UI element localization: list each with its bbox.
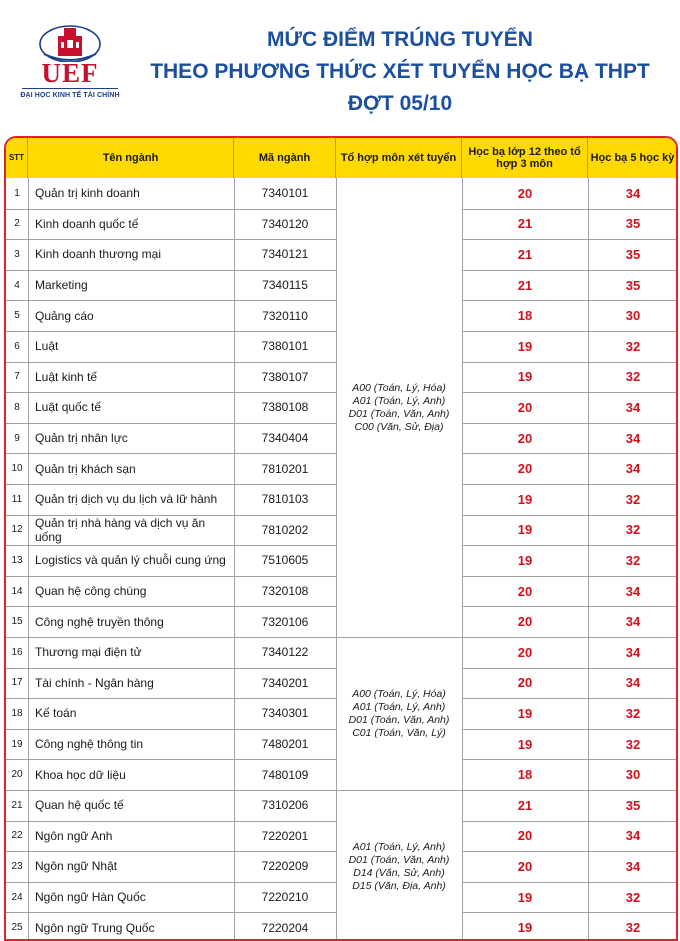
row-9-name: Quản trị nhân lực [35, 431, 128, 446]
header-name: Tên ngành [28, 138, 234, 178]
combo-line: A01 (Toán, Lý, Anh) [352, 840, 446, 853]
row-4-grade12: 21 [517, 277, 533, 293]
row-20-code: 7480109 [261, 767, 309, 782]
row-10-grade12: 20 [517, 461, 533, 477]
row-3-sem5: 35 [625, 246, 641, 262]
row-7-name: Luật kinh tế [35, 369, 98, 384]
row-14-code: 7320108 [261, 584, 309, 599]
row-23-name: Ngôn ngữ Nhật [35, 859, 118, 874]
row-18-stt: 18 [11, 707, 23, 719]
row-24-grade12: 19 [517, 889, 533, 905]
header-grade12: Học bạ lớp 12 theo tổ hợp 3 môn [462, 138, 588, 178]
row-17-grade12: 20 [517, 675, 533, 691]
row-14-sem5: 34 [625, 583, 641, 599]
row-15-name: Công nghệ truyền thông [35, 614, 164, 629]
row-19-stt: 19 [11, 738, 23, 750]
admission-score-table [4, 136, 678, 941]
row-5-grade12: 18 [517, 308, 533, 324]
row-17-stt: 17 [11, 677, 23, 689]
row-15-stt: 15 [11, 616, 23, 628]
row-7-sem5: 32 [625, 369, 641, 385]
title-line-3: ĐỢT 05/10 [347, 92, 453, 115]
row-19-sem5: 32 [625, 736, 641, 752]
row-6-stt: 6 [14, 340, 20, 352]
header-stt: STT [6, 138, 28, 178]
row-25-sem5: 32 [625, 920, 641, 936]
row-13-code: 7510605 [261, 553, 309, 568]
row-2-grade12: 21 [517, 216, 533, 232]
row-22-grade12: 20 [517, 828, 533, 844]
row-21-stt: 21 [11, 799, 23, 811]
row-2-sem5: 35 [625, 216, 641, 232]
row-1-sem5: 34 [625, 185, 641, 201]
row-12-code: 7810202 [261, 522, 309, 537]
row-7-code: 7380107 [261, 369, 309, 384]
row-19-name: Công nghệ thông tin [35, 737, 144, 752]
combo-line: C01 (Toán, Văn, Lý) [352, 726, 446, 739]
row-17-code: 7340201 [261, 675, 309, 690]
row-20-name: Khoa học dữ liệu [35, 767, 126, 782]
row-1-code: 7340101 [261, 186, 309, 201]
row-3-name: Kinh doanh thương mại [35, 247, 161, 262]
combo-line: D01 (Toán, Văn, Anh) [348, 853, 450, 866]
row-6-grade12: 19 [517, 338, 533, 354]
row-9-grade12: 20 [517, 430, 533, 446]
row-11-name: Quản trị dịch vụ du lịch và lữ hành [35, 492, 218, 507]
row-21-grade12: 21 [517, 797, 533, 813]
combo-line: A00 (Toán, Lý, Hóa) [352, 381, 446, 394]
row-1-stt: 1 [14, 187, 20, 199]
row-25-name: Ngôn ngữ Trung Quốc [35, 920, 155, 935]
row-18-code: 7340301 [261, 706, 309, 721]
row-10-code: 7810201 [261, 461, 309, 476]
title-line-1: MỨC ĐIỂM TRÚNG TUYỂN [267, 28, 533, 51]
row-6-sem5: 32 [625, 338, 641, 354]
row-4-name: Marketing [35, 278, 88, 293]
row-10-stt: 10 [11, 463, 23, 475]
row-24-name: Ngôn ngữ Hàn Quốc [35, 890, 146, 905]
row-9-stt: 9 [14, 432, 20, 444]
row-8-name: Luật quốc tế [35, 400, 102, 415]
row-8-stt: 8 [14, 401, 20, 413]
row-10-name: Quản trị khách sạn [35, 461, 136, 476]
row-2-name: Kinh doanh quốc tế [35, 216, 139, 231]
logo-wordmark: UEF [41, 58, 99, 88]
row-4-code: 7340115 [262, 278, 308, 293]
row-19-grade12: 19 [517, 736, 533, 752]
row-23-code: 7220209 [261, 859, 309, 874]
row-25-grade12: 19 [517, 920, 533, 936]
combo-group-2 [336, 637, 462, 790]
row-23-stt: 23 [11, 860, 23, 872]
header-sem5: Học bạ 5 học kỳ [588, 138, 678, 178]
combo-line: D14 (Văn, Sử, Anh) [353, 866, 445, 879]
row-23-sem5: 34 [625, 858, 641, 874]
building-emblem-icon [14, 22, 126, 62]
row-5-stt: 5 [14, 310, 20, 322]
row-21-name: Quan hệ quốc tế [35, 798, 124, 813]
row-17-sem5: 34 [625, 675, 641, 691]
row-12-stt: 12 [11, 524, 23, 536]
row-20-stt: 20 [11, 769, 23, 781]
title-line-2: THEO PHƯƠNG THỨC XÉT TUYỂN HỌC BẠ THPT [150, 60, 650, 83]
row-8-grade12: 20 [517, 399, 533, 415]
row-2-stt: 2 [14, 218, 20, 230]
row-4-stt: 4 [14, 279, 20, 291]
row-25-stt: 25 [11, 922, 23, 934]
row-7-grade12: 19 [517, 369, 533, 385]
row-16-code: 7340122 [261, 645, 309, 660]
row-9-code: 7340404 [261, 431, 309, 446]
row-12-name: Quản trị nhà hàng và dịch vụ ăn uống [35, 515, 206, 544]
row-22-name: Ngôn ngữ Anh [35, 828, 113, 843]
combo-line: A01 (Toán, Lý, Anh) [352, 700, 446, 713]
column-divider [234, 178, 235, 941]
logo-subtitle: ĐẠI HỌC KINH TẾ TÀI CHÍNH [20, 92, 120, 99]
combo-group-1 [336, 178, 462, 637]
row-19-code: 7480201 [261, 737, 309, 752]
combo-line: D15 (Văn, Địa, Anh) [352, 879, 446, 892]
row-20-sem5: 30 [625, 767, 641, 783]
row-6-name: Luật [35, 339, 59, 354]
row-24-sem5: 32 [625, 889, 641, 905]
row-8-code: 7380108 [261, 400, 309, 415]
row-21-sem5: 35 [625, 797, 641, 813]
combo-group-3 [336, 790, 462, 941]
row-1-grade12: 20 [517, 185, 533, 201]
row-6-code: 7380101 [261, 339, 309, 354]
row-1-name: Quản trị kinh doanh [35, 186, 140, 201]
row-14-name: Quan hệ công chúng [35, 584, 147, 599]
row-22-sem5: 34 [625, 828, 641, 844]
row-13-name: Logistics và quản lý chuỗi cung ứng [35, 553, 226, 568]
row-3-stt: 3 [14, 248, 20, 260]
combo-line: A01 (Toán, Lý, Anh) [352, 394, 446, 407]
column-divider [28, 178, 29, 941]
row-15-sem5: 34 [625, 614, 641, 630]
row-15-code: 7320106 [261, 614, 309, 629]
combo-line: C00 (Văn, Sử, Địa) [354, 420, 444, 433]
logo-divider [22, 88, 118, 89]
row-3-grade12: 21 [517, 246, 533, 262]
row-24-code: 7220210 [261, 890, 309, 905]
row-5-sem5: 30 [625, 308, 641, 324]
row-15-grade12: 20 [517, 614, 533, 630]
row-18-grade12: 19 [517, 705, 533, 721]
row-24-stt: 24 [11, 891, 23, 903]
row-13-sem5: 32 [625, 552, 641, 568]
row-11-code: 7810103 [261, 492, 309, 507]
header-combo: Tổ hợp môn xét tuyển [336, 138, 462, 178]
row-13-grade12: 19 [517, 552, 533, 568]
uef-logo [14, 22, 126, 104]
row-11-sem5: 32 [625, 491, 641, 507]
row-18-name: Kế toán [35, 706, 77, 721]
combo-line: D01 (Toán, Văn, Anh) [348, 407, 450, 420]
row-12-grade12: 19 [517, 522, 533, 538]
row-7-stt: 7 [14, 371, 20, 383]
row-5-code: 7320110 [262, 308, 308, 323]
row-18-sem5: 32 [625, 705, 641, 721]
row-11-stt: 11 [11, 493, 23, 505]
row-23-grade12: 20 [517, 858, 533, 874]
row-16-grade12: 20 [517, 644, 533, 660]
row-25-code: 7220204 [261, 920, 309, 935]
row-14-grade12: 20 [517, 583, 533, 599]
row-2-code: 7340120 [261, 216, 309, 231]
row-20-grade12: 18 [517, 767, 533, 783]
row-16-sem5: 34 [625, 644, 641, 660]
header-code: Mã ngành [234, 138, 336, 178]
column-divider [336, 178, 337, 941]
row-12-sem5: 32 [625, 522, 641, 538]
row-3-code: 7340121 [261, 247, 309, 262]
row-5-name: Quảng cáo [35, 308, 94, 323]
row-16-stt: 16 [11, 646, 23, 658]
row-13-stt: 13 [11, 554, 23, 566]
combo-line: A00 (Toán, Lý, Hóa) [352, 687, 446, 700]
row-17-name: Tài chính - Ngân hàng [35, 675, 154, 690]
row-21-code: 7310206 [261, 798, 309, 813]
page-title [130, 24, 670, 120]
row-8-sem5: 34 [625, 399, 641, 415]
row-16-name: Thương mại điện tử [35, 645, 142, 660]
combo-line: D01 (Toán, Văn, Anh) [348, 713, 450, 726]
column-divider [588, 178, 589, 941]
row-14-stt: 14 [11, 585, 23, 597]
row-11-grade12: 19 [517, 491, 533, 507]
row-22-stt: 22 [11, 830, 23, 842]
column-divider [462, 178, 463, 941]
row-4-sem5: 35 [625, 277, 641, 293]
row-10-sem5: 34 [625, 461, 641, 477]
row-9-sem5: 34 [625, 430, 641, 446]
row-22-code: 7220201 [261, 828, 309, 843]
